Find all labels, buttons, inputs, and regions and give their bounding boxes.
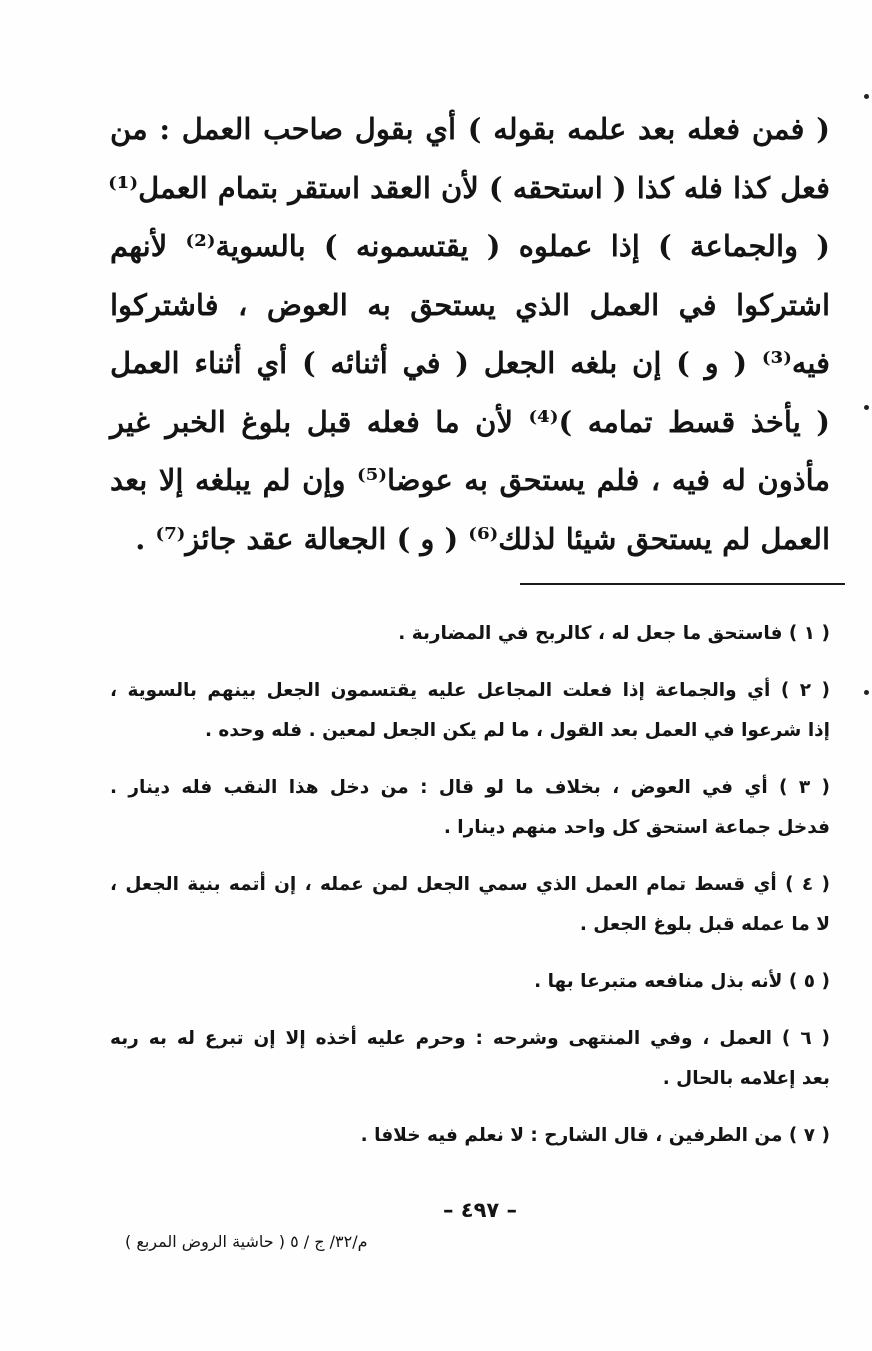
footnotes-section [110,614,830,1173]
footnote-line: إذا شرعوا في العمل بعد القول ، ما لم يكن الجعل لمعين . فله وحده . [204,720,830,741]
main-text-block [110,100,830,568]
footnote-line: بعد إعلامه بالحال . [662,1068,830,1089]
page-edge-mark-middle [864,405,869,410]
footnote-4 [110,865,830,945]
footnote-line: ( ٤ ) أي قسط تمام العمل الذي سمي الجعل لمن عمله ، إن أتمه بنية الجعل ، [110,874,830,895]
footnote-line: ( ٥ ) لأنه بذل منافعه متبرعا بها . [534,971,830,992]
footnote-line: ( ١ ) فاستحق ما جعل له ، كالربح في المضاربة . [398,623,830,644]
footnote-1 [110,614,830,654]
footnote-separator-rule [520,583,845,585]
footnote-line: فدخل جماعة استحق كل واحد منهم دينارا . [443,817,830,838]
footnote-5 [110,962,830,1002]
footnote-line: ( ٧ ) من الطرفين ، قال الشارح : لا نعلم فيه خلافا . [360,1125,830,1146]
printer-signature: م/٣٢/ ج / ٥ ( حاشية الروض المربع ) [125,1232,368,1251]
page-number: – ٤٩٧ – [442,1198,518,1222]
main-text-line: اشتركوا في العمل الذي يستحق به العوض ، فاشتركوا [110,287,830,322]
footnote-line: لا ما عمله قبل بلوغ الجعل . [579,914,830,935]
main-text-line: فعل كذا فله كذا ( استحقه ) لأن العقد استقر بتمام العمل⁽¹⁾ [108,170,830,205]
footnote-line: ( ٢ ) أي والجماعة إذا فعلت المجاعل عليه يقتسمون الجعل بينهم بالسوية ، [110,680,830,701]
main-text-line: ( فمن فعله بعد علمه بقوله ) أي بقول صاحب العمل : من [110,112,830,146]
footnote-line: ( ٣ ) أي في العوض ، بخلاف ما لو قال : من دخل هذا النقب فله دينار . [110,777,830,798]
footnote-3 [110,768,830,848]
footnote-2 [110,671,830,751]
page-edge-mark-top [864,94,869,99]
main-text-line: ( يأخذ قسط تمامه )⁽⁴⁾ لأن ما فعله قبل بلوغ الخبر غير [110,404,830,439]
main-text-line: فيه⁽³⁾ ( و ) إن بلغه الجعل ( في أثنائه ) أي أثناء العمل [110,346,830,380]
footnote-line: ( ٦ ) العمل ، وفي المنتهى وشرحه : وحرم عليه أخذه إلا إن تبرع له به ربه [110,1028,830,1049]
main-text-line: العمل لم يستحق شيئا لذلك⁽⁶⁾ ( و ) الجعالة عقد جائز⁽⁷⁾ . [135,521,830,556]
footnote-7 [110,1116,830,1156]
main-text-line: ( والجماعة ) إذا عملوه ( يقتسمونه ) بالسوية⁽²⁾ لأنهم [110,229,830,263]
footnote-6 [110,1019,830,1099]
page-edge-mark-lower [864,690,869,695]
main-text-line: مأذون له فيه ، فلم يستحق به عوضا⁽⁵⁾ وإن لم يبلغه إلا بعد [110,463,830,497]
